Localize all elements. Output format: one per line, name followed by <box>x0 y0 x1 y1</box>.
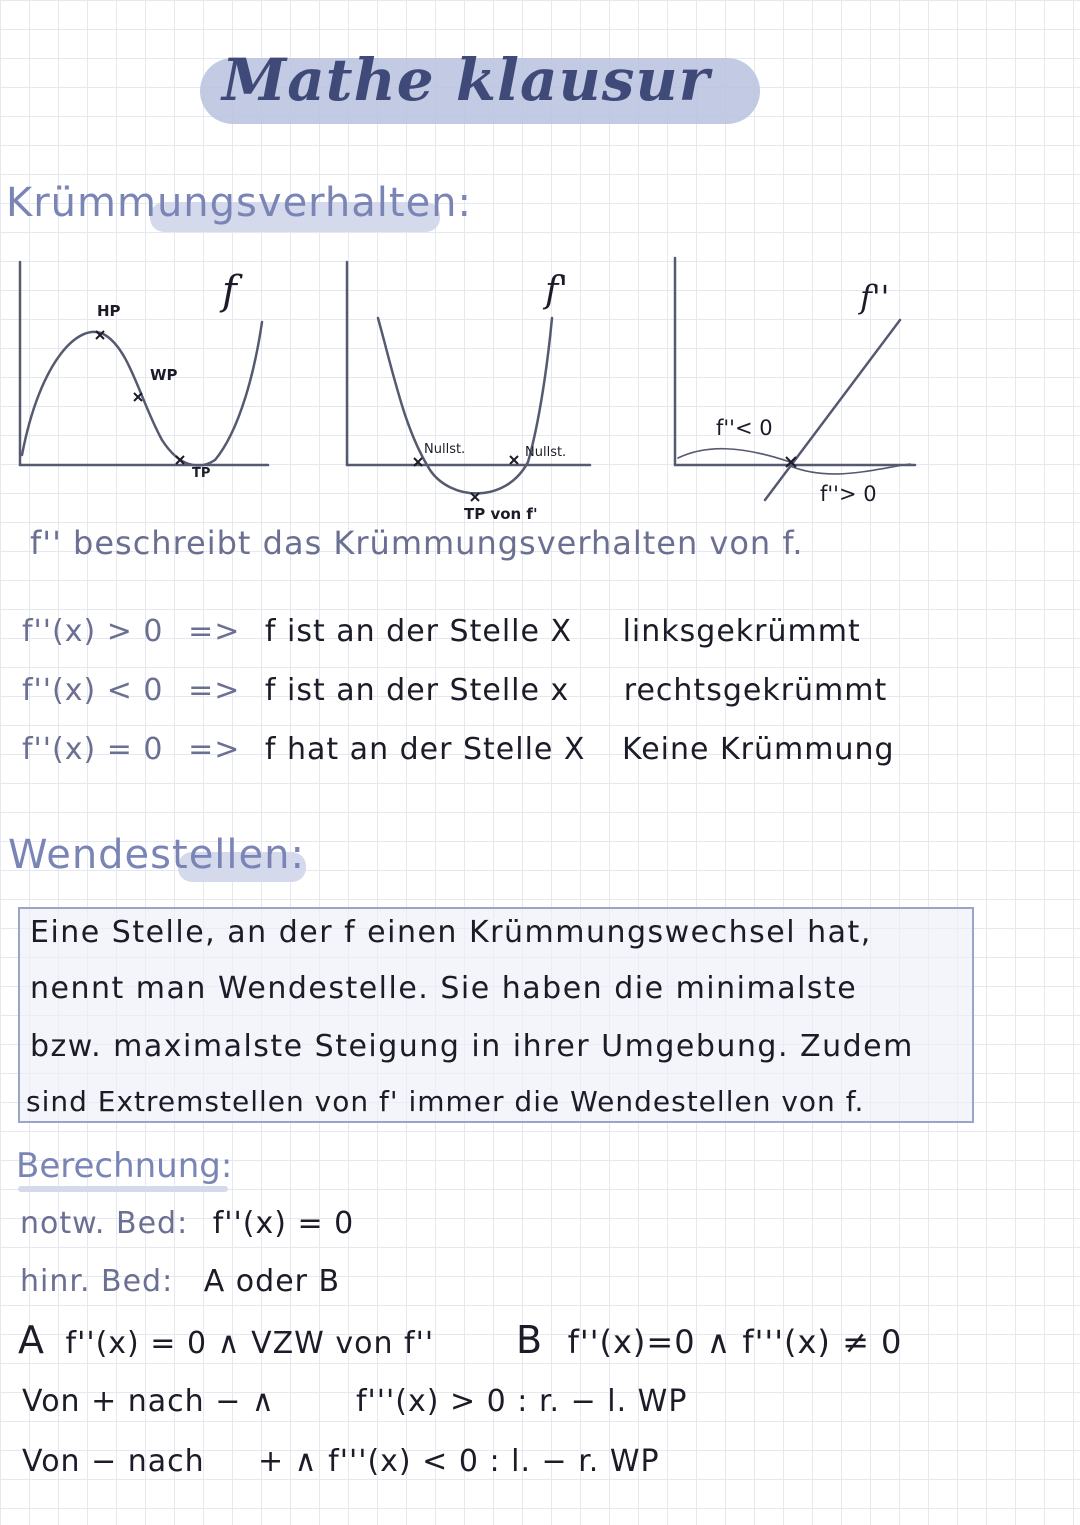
rule-arrow: => <box>188 673 241 708</box>
notw-label: notw. Bed: <box>20 1206 189 1241</box>
notw-bed-row <box>20 1206 354 1241</box>
definition-line-4: sind Extremstellen von f' immer die Wendestellen von f. <box>26 1085 865 1118</box>
rule-text: f hat an der Stelle X <box>264 732 586 767</box>
hinr-formula: A oder B <box>203 1264 341 1299</box>
section-heading-wendestellen: Wendestellen: <box>8 832 305 878</box>
graph-fpp-line <box>765 320 900 500</box>
graph-fp-curve <box>378 318 552 493</box>
rule-result: rechtsgekrümmt <box>623 673 888 708</box>
rule-row-3 <box>22 732 895 767</box>
point-label-hp: HP <box>97 302 121 320</box>
rule-arrow: => <box>188 614 241 649</box>
graph-fp-marks <box>414 456 518 501</box>
graphs-sketch <box>0 0 1080 560</box>
definition-box <box>18 907 974 1123</box>
graph-f-marks <box>96 331 184 464</box>
point-label-tp-von-fp: TP von f' <box>464 505 538 523</box>
rule-condition: f''(x) = 0 <box>22 732 164 767</box>
rule-row-2 <box>22 673 887 708</box>
vzw-row-2-left: Von − nach <box>22 1444 205 1479</box>
rule-text: f ist an der Stelle X <box>264 614 573 649</box>
condition-a-row <box>18 1318 434 1362</box>
rule-condition: f''(x) < 0 <box>22 673 164 708</box>
rule-text: f ist an der Stelle x <box>264 673 570 708</box>
rule-row-1 <box>22 614 861 649</box>
rule-arrow: => <box>188 732 241 767</box>
graph-f-label: f <box>222 268 237 314</box>
point-label-nullst-1: Nullst. <box>424 442 466 457</box>
vzw-row-1-right: f'''(x) > 0 : r. − l. WP <box>356 1384 688 1419</box>
vzw-row-2-right: + ∧ f'''(x) < 0 : l. − r. WP <box>258 1444 660 1479</box>
vzw-row-1-left: Von + nach − ∧ <box>22 1384 275 1419</box>
condition-b-text: f''(x)=0 ∧ f'''(x) ≠ 0 <box>567 1323 903 1361</box>
hinr-label: hinr. Bed: <box>20 1264 174 1299</box>
graph-fpp-label: f'' <box>860 278 890 316</box>
graph-fpp-brace-neg <box>678 449 790 462</box>
notw-formula: f''(x) = 0 <box>212 1206 355 1241</box>
condition-b-label: B <box>516 1318 544 1362</box>
section-heading-kruemmung: Krümmungsverhalten: <box>6 180 473 226</box>
region-label-pos: f''> 0 <box>820 482 877 506</box>
calc-heading: Berechnung: <box>16 1146 233 1186</box>
point-label-nullst-2: Nullst. <box>525 445 567 460</box>
rule-result: Keine Krümmung <box>622 732 895 767</box>
calc-heading-underline <box>18 1186 228 1192</box>
condition-a-text: f''(x) = 0 ∧ VZW von f'' <box>65 1326 435 1361</box>
statement-fpp: f'' beschreibt das Krümmungsverhalten von f. <box>30 524 804 562</box>
hinr-bed-row <box>20 1264 340 1299</box>
point-label-tp: TP <box>192 466 211 481</box>
region-label-neg: f''< 0 <box>716 416 773 440</box>
point-label-wp: WP <box>150 366 178 384</box>
rule-condition: f''(x) > 0 <box>22 614 164 649</box>
definition-line-2: nennt man Wendestelle. Sie haben die minimalste <box>30 971 858 1006</box>
rule-result: linksgekrümmt <box>622 614 861 649</box>
definition-line-3: bzw. maximalste Steigung in ihrer Umgebung. Zudem <box>30 1029 914 1064</box>
condition-b-row <box>516 1318 902 1362</box>
graph-fp-label: f' <box>545 270 569 311</box>
page-title: Mathe klausur <box>222 46 711 114</box>
definition-line-1: Eine Stelle, an der f einen Krümmungswechsel hat, <box>30 915 872 950</box>
condition-a-label: A <box>18 1318 45 1362</box>
